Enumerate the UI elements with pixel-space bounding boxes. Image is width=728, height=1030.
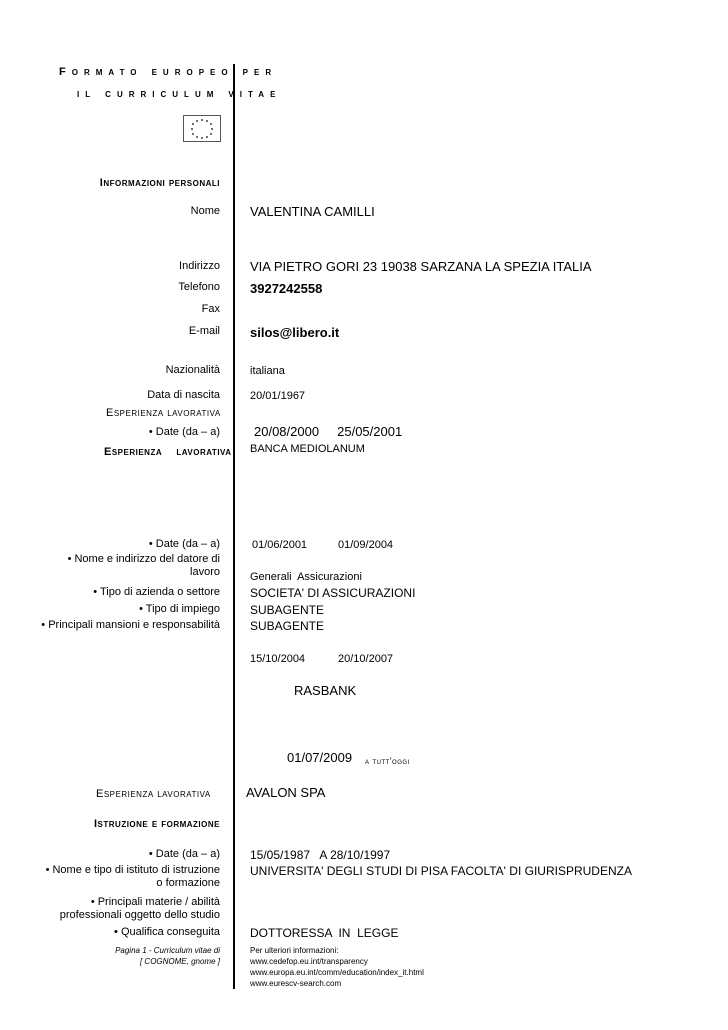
value-edu-institute: UNIVERSITA' DEGLI STUDI DI PISA FACOLTA' DI GIURISPRUDENZA <box>250 864 632 878</box>
value-job2-date-from: 01/06/2001 <box>252 539 308 551</box>
value-job2-type: SUBAGENTE <box>250 603 325 617</box>
value-job4-employer: AVALON SPA <box>246 785 326 800</box>
label-tipo-impiego: • Tipo di impiego <box>139 603 220 615</box>
label-nome: Nome <box>190 205 220 217</box>
value-telefono: 3927242558 <box>250 281 323 296</box>
section-work-experience-3: Esperienza lavorativa <box>96 788 211 800</box>
label-materie: • Principali materie / abilità professionali oggetto dello studio <box>59 896 220 921</box>
label-nazionalita: Nazionalità <box>165 364 220 376</box>
value-job4-date-to: a tutt'oggi <box>365 756 410 766</box>
section-education: Istruzione e formazione <box>93 818 220 830</box>
label-indirizzo: Indirizzo <box>179 260 220 272</box>
label-qualifica: • Qualifica conseguita <box>114 926 220 938</box>
column-divider <box>233 64 235 989</box>
value-job2-date-to: 01/09/2004 <box>338 539 394 551</box>
label-tipo-azienda: • Tipo di azienda o settore <box>93 586 220 598</box>
value-job1-dates: 20/08/2000 25/05/2001 <box>254 424 403 439</box>
section-work-experience-1: Esperienza lavorativa <box>106 407 221 419</box>
value-nazionalita: italiana <box>250 365 285 377</box>
value-nome: VALENTINA CAMILLI <box>250 204 375 219</box>
label-istituto: • Nome e tipo di istituto di istruzione o formazione <box>45 864 220 889</box>
value-edu-qualification: DOTTORESSA IN LEGGE <box>250 926 399 940</box>
footer-link-3[interactable]: www.eurescv-search.com <box>250 979 342 988</box>
cv-title-line2: il curriculum vitae <box>77 88 282 100</box>
label-email: E-mail <box>188 325 220 337</box>
section-work-experience-2: Esperienza lavorativa <box>104 446 232 458</box>
cv-title-line1: Formato europeo per <box>59 66 278 78</box>
value-job3-employer: RASBANK <box>294 683 357 698</box>
value-email: silos@libero.it <box>250 325 340 340</box>
footer-page-label: Pagina 1 - Curriculum vitae di <box>115 946 220 955</box>
value-indirizzo: VIA PIETRO GORI 23 19038 SARZANA LA SPEZIA ITALIA <box>250 259 592 274</box>
section-personal: Informazioni personali <box>99 177 220 189</box>
label-date-edu: • Date (da – a) <box>148 848 220 860</box>
footer-link-2[interactable]: www.europa.eu.int/comm/education/index_it.html <box>250 968 424 977</box>
label-datore: • Nome e indirizzo del datore di lavoro <box>67 553 220 578</box>
value-edu-dates: 15/05/1987 A 28/10/1997 <box>250 848 391 862</box>
label-date-1: • Date (da – a) <box>148 426 220 438</box>
value-job2-duties: SUBAGENTE <box>250 619 325 633</box>
eu-flag-icon <box>183 115 221 142</box>
value-job3-date-to: 20/10/2007 <box>338 653 394 665</box>
value-data-nascita: 20/01/1967 <box>250 390 306 402</box>
label-date-2: • Date (da – a) <box>148 538 220 550</box>
footer-info-title: Per ulteriori informazioni: <box>250 946 339 955</box>
label-data-nascita: Data di nascita <box>147 389 220 401</box>
value-job1-employer: BANCA MEDIOLANUM <box>250 443 365 455</box>
footer-page-name: [ COGNOME, gnome ] <box>139 957 220 966</box>
value-job3-date-from: 15/10/2004 <box>250 653 306 665</box>
value-job2-employer: Generali Assicurazioni <box>250 571 362 583</box>
label-fax: Fax <box>201 303 220 315</box>
value-job4-date-from: 01/07/2009 <box>287 750 353 765</box>
footer-link-1[interactable]: www.cedefop.eu.int/transparency <box>250 957 368 966</box>
label-mansioni: • Principali mansioni e responsabilità <box>41 619 220 631</box>
value-job2-sector: SOCIETA' DI ASSICURAZIONI <box>250 586 416 600</box>
label-telefono: Telefono <box>178 281 220 293</box>
